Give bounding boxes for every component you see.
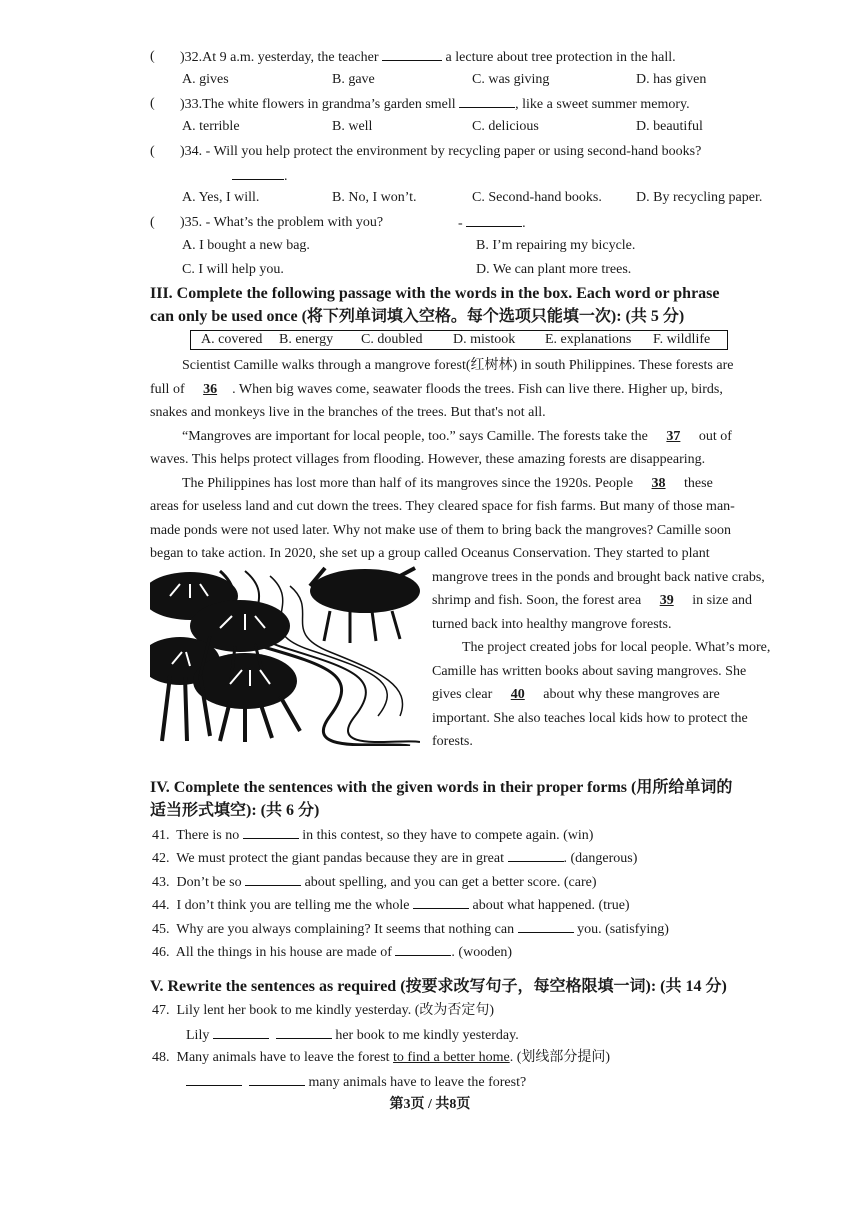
q34-option-a[interactable]: A. Yes, I will. [182,190,260,205]
q34-stem: )34. - Will you help protect the environment by recycling paper or using second-hand books? [180,144,702,159]
q46: 46. All the things in his house are made of . (wooden) [152,945,513,960]
q35-reply-line: - . [458,216,526,231]
passage-line: mangrove trees in the ponds and brought back native crabs, [432,570,765,585]
q33-option-a[interactable]: A. terrible [182,119,240,134]
word-option-c: C. doubled [361,332,423,347]
q33-option-b[interactable]: B. well [332,119,373,134]
q41: 41. There is no in this contest, so they have to compete again. (win) [152,828,594,843]
q32-option-a[interactable]: A. gives [182,72,229,87]
q32-option-b[interactable]: B. gave [332,72,375,87]
passage-line: forests. [432,734,473,749]
answer-blank[interactable] [395,943,451,956]
passage-line: full of 36 . When big waves come, seawater floods the trees. Fish can live there. Higher up, birds, [150,382,723,397]
q35-option-d[interactable]: D. We can plant more trees. [476,262,632,277]
q42: 42. We must protect the giant pandas because they are in great . (dangerous) [152,851,638,866]
passage-line: gives clear 40 about why these mangroves are [432,687,720,702]
word-option-e: E. explanations [545,332,632,347]
word-option-a: A. covered [201,332,263,347]
passage-line: turned back into healthy mangrove forests. [432,617,672,632]
q48-answer-line: many animals have to leave the forest? [186,1073,526,1092]
blank-38[interactable]: 38 [651,476,666,491]
section4-title-line2: 适当形式填空): (共 6 分) [150,802,320,819]
q35-paren: ( [150,215,155,230]
section3-title-line2: can only be used once (将下列单词填入空格。每个选项只能填一次): (共 5 分) [150,308,685,325]
blank-36[interactable]: 36 [203,382,218,397]
passage-line: snakes and monkeys live in the branches of the trees. But that's not all. [150,405,546,420]
answer-blank[interactable] [508,849,564,862]
passage-line: areas for useless land and cut down the trees. They cleared space for fish farms. But many of those man- [150,499,735,514]
q33-option-c[interactable]: C. delicious [472,119,539,134]
q35-option-a[interactable]: A. I bought a new bag. [182,238,310,253]
q35-option-c[interactable]: C. I will help you. [182,262,284,277]
passage-line: shrimp and fish. Soon, the forest area 39 in size and [432,593,753,608]
passage-line: made ponds were not used later. Why not make use of them to bring back the mangroves? Camille soon [150,523,731,538]
q34-paren: ( [150,144,155,159]
blank-39[interactable]: 39 [659,593,674,608]
q32-paren: ( [150,49,155,64]
answer-blank[interactable] [245,873,301,886]
q43: 43. Don’t be so about spelling, and you can get a better score. (care) [152,875,597,890]
q33-stem: )33.The white flowers in grandma’s garden smell , like a sweet summer memory. [180,97,690,112]
q45: 45. Why are you always complaining? It seems that nothing can you. (satisfying) [152,922,669,937]
passage-line: Camille has written books about saving mangroves. She [432,664,747,679]
word-option-d: D. mistook [453,332,516,347]
answer-blank[interactable] [413,896,469,909]
word-box [190,330,728,350]
answer-blank[interactable] [243,826,299,839]
q35-stem: )35. - What’s the problem with you? [180,215,384,230]
passage-line: began to take action. In 2020, she set up a group called Oceanus Conservation. They started to plant [150,546,710,561]
answer-blank[interactable] [382,48,442,61]
q33-paren: ( [150,96,155,111]
word-option-f: F. wildlife [653,332,711,347]
q44: 44. I don’t think you are telling me the whole about what happened. (true) [152,898,630,913]
page-number: 第3页 / 共8页 [389,1097,471,1112]
passage-line: The project created jobs for local people. What’s more, [462,640,771,655]
answer-blank[interactable] [232,167,284,180]
passage-line: “Mangroves are important for local people, too.” says Camille. The forests take the 37 out of [182,429,732,444]
answer-blank[interactable] [459,95,515,108]
answer-blank[interactable] [466,214,522,227]
q35-option-b[interactable]: B. I’m repairing my bicycle. [476,238,636,253]
passage-line: The Philippines has lost more than half of its mangroves since the 1920s. People 38 these [182,476,713,491]
section4-title-line1: IV. Complete the sentences with the given words in their proper forms (用所给单词的 [150,779,733,796]
answer-blank[interactable] [213,1026,269,1039]
passage-line: important. She also teaches local kids how to protect the [432,711,748,726]
q47-answer-line: Lily her book to me kindly yesterday. [186,1028,519,1043]
q33-option-d[interactable]: D. beautiful [636,119,703,134]
q34-option-c[interactable]: C. Second-hand books. [472,190,602,205]
passage-line: waves. This helps protect villages from flooding. However, these amazing forests are disappearing. [150,452,706,467]
q32-option-c[interactable]: C. was giving [472,72,550,87]
section3-title-line1: III. Complete the following passage with the words in the box. Each word or phrase [150,285,720,302]
answer-blank[interactable] [518,920,574,933]
answer-blank[interactable] [249,1073,305,1086]
answer-blank[interactable] [186,1073,242,1086]
q34-option-b[interactable]: B. No, I won’t. [332,190,417,205]
q32-option-d[interactable]: D. has given [636,72,707,87]
q47-text: 47. Lily lent her book to me kindly yesterday. (改为否定句) [152,1003,495,1018]
blank-40[interactable]: 40 [510,687,525,702]
q32-stem: )32.At 9 a.m. yesterday, the teacher a lecture about tree protection in the hall. [180,50,676,65]
q48-text: 48. Many animals have to leave the forest to find a better home. (划线部分提问) [152,1050,611,1065]
blank-37[interactable]: 37 [666,429,681,444]
word-option-b: B. energy [279,332,334,347]
mangrove-illustration [150,566,420,746]
answer-blank[interactable] [276,1026,332,1039]
passage-line: Scientist Camille walks through a mangrove forest(红树林) in south Philippines. These forests are [182,358,734,373]
section5-title: V. Rewrite the sentences as required (按要求改写句子，每空格限填一词): (共 14 分) [150,978,727,995]
q34-answer-line: . [232,167,288,186]
q34-option-d[interactable]: D. By recycling paper. [636,190,763,205]
